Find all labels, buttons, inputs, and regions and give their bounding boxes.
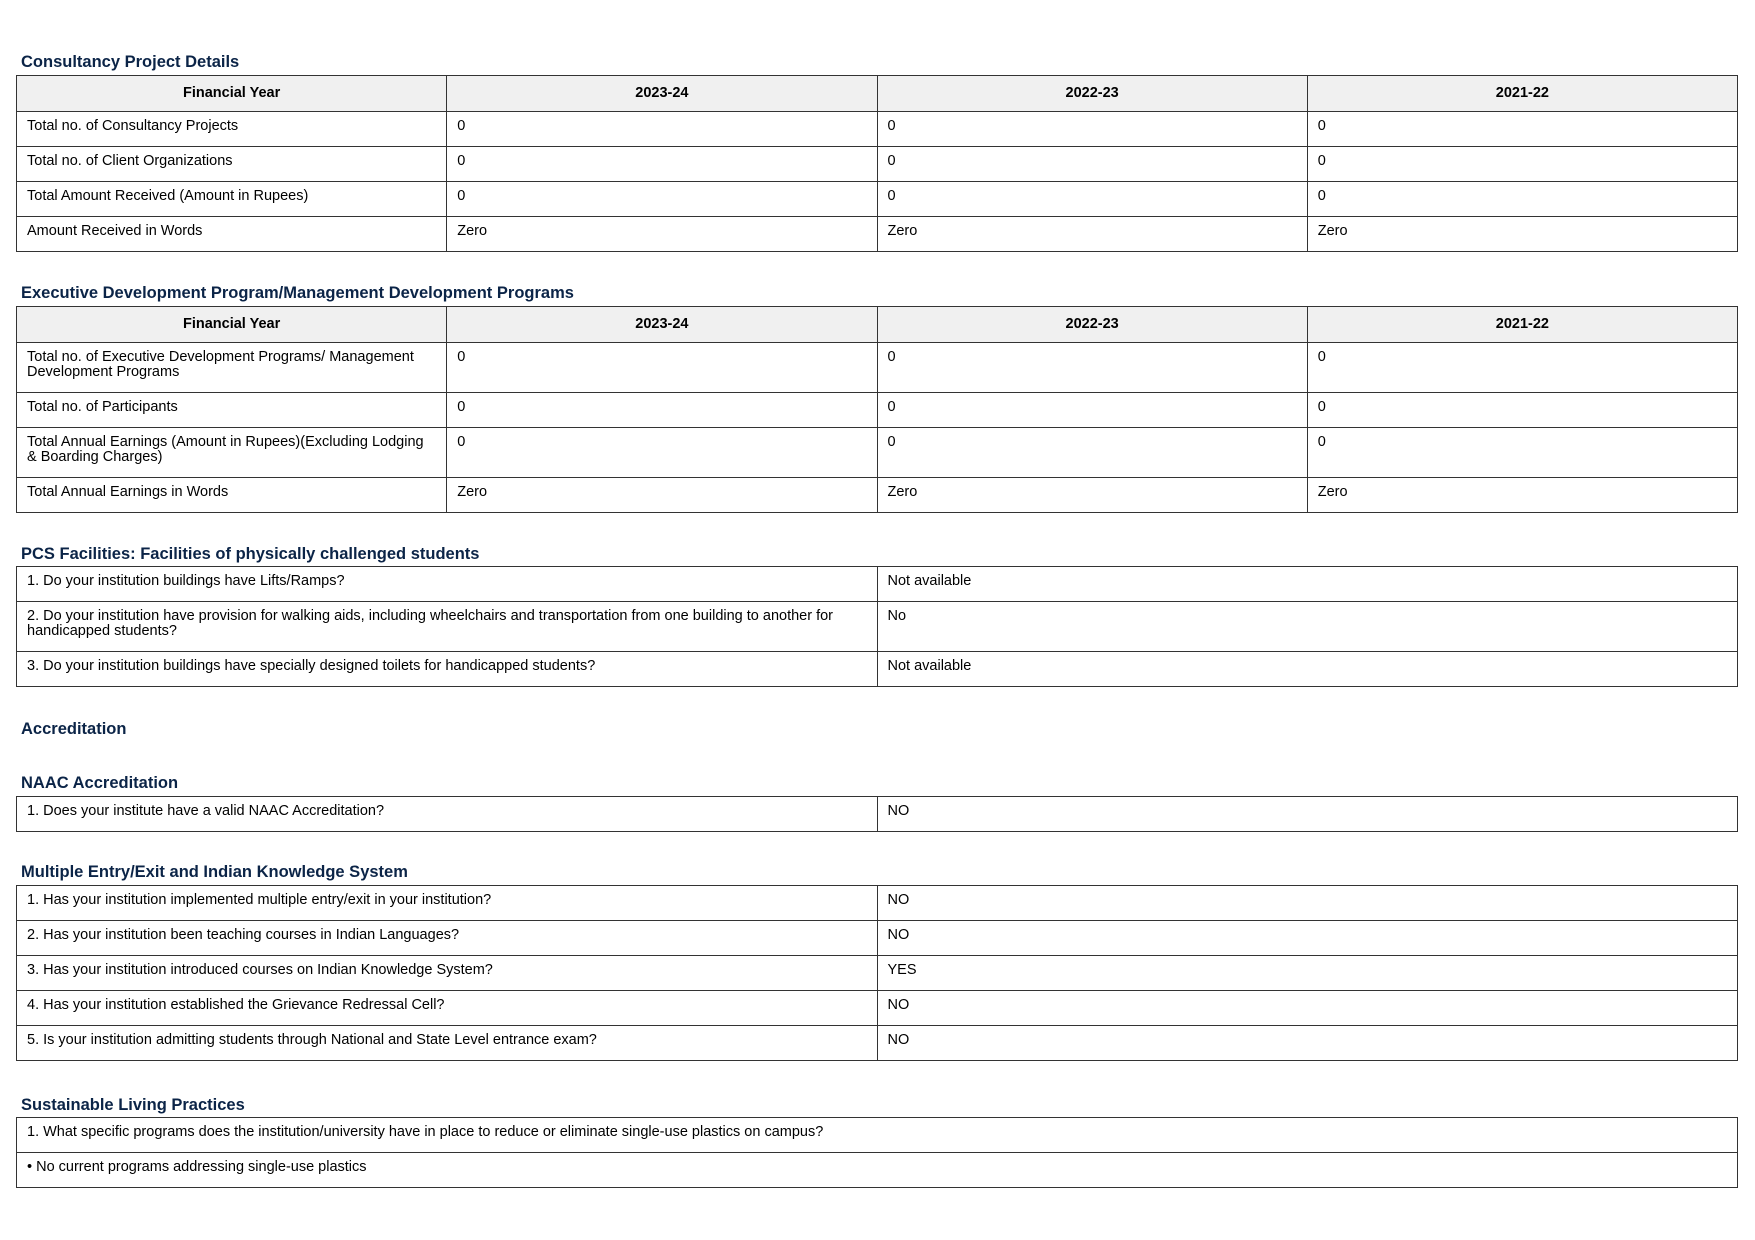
question-cell: 3. Do your institution buildings have specially designed toilets for handicapped students? — [17, 652, 878, 687]
column-header: 2023-24 — [447, 76, 877, 112]
table-row — [17, 428, 1738, 478]
table-row — [17, 182, 1738, 217]
mee-section-title: Multiple Entry/Exit and Indian Knowledge System — [21, 863, 408, 881]
table-row — [17, 602, 1738, 652]
edp-section-title: Executive Development Program/Management Development Programs — [21, 284, 574, 302]
question-cell: 4. Has your institution established the Grievance Redressal Cell? — [17, 991, 878, 1026]
row-label: Amount Received in Words — [17, 217, 447, 252]
column-header: 2021-22 — [1307, 307, 1737, 343]
row-label: Total no. of Participants — [17, 393, 447, 428]
table-cell: 0 — [1307, 343, 1737, 393]
row-label: Total no. of Consultancy Projects — [17, 112, 447, 147]
table-cell: Zero — [1307, 217, 1737, 252]
table-cell: Zero — [877, 478, 1307, 513]
answer-cell: NO — [877, 1026, 1738, 1061]
table-cell: Zero — [447, 217, 877, 252]
answer-cell: Not available — [877, 567, 1738, 602]
consultancy-table — [16, 75, 1738, 252]
mee-table — [16, 885, 1738, 1061]
consultancy-section-title: Consultancy Project Details — [21, 53, 240, 71]
question-cell: 1. Does your institute have a valid NAAC Accreditation? — [17, 797, 878, 832]
table-cell: 0 — [447, 147, 877, 182]
table-row — [17, 652, 1738, 687]
column-header: 2023-24 — [447, 307, 877, 343]
table-cell: 0 — [447, 428, 877, 478]
table-row — [17, 797, 1738, 832]
column-header: Financial Year — [17, 76, 447, 112]
table-row — [17, 567, 1738, 602]
row-label: Total Annual Earnings (Amount in Rupees)(Excluding Lodging & Boarding Charges) — [17, 428, 447, 478]
sustainable-section-title: Sustainable Living Practices — [21, 1096, 245, 1114]
row-label: Total Annual Earnings in Words — [17, 478, 447, 513]
table-cell: 0 — [877, 393, 1307, 428]
table-cell: Zero — [447, 478, 877, 513]
row-label: Total no. of Client Organizations — [17, 147, 447, 182]
table-row — [17, 921, 1738, 956]
table-cell: 0 — [877, 428, 1307, 478]
pcs-table — [16, 566, 1738, 687]
naac-section-title: NAAC Accreditation — [21, 774, 179, 792]
table-cell: 0 — [1307, 112, 1737, 147]
sustainable-table — [16, 1117, 1738, 1188]
table-row — [17, 147, 1738, 182]
row-label: Total no. of Executive Development Programs/ Management Development Programs — [17, 343, 447, 393]
table-cell: 0 — [447, 182, 877, 217]
pcs-section-title: PCS Facilities: Facilities of physically challenged students — [21, 545, 480, 563]
table-cell: 0 — [1307, 428, 1737, 478]
table-row — [17, 991, 1738, 1026]
column-header: 2022-23 — [877, 307, 1307, 343]
table-row — [17, 956, 1738, 991]
table-row — [17, 478, 1738, 513]
table-cell: 0 — [447, 112, 877, 147]
table-cell: 0 — [877, 112, 1307, 147]
answer-cell: YES — [877, 956, 1738, 991]
table-cell: 0 — [1307, 393, 1737, 428]
table-header-row — [17, 307, 1738, 343]
row-label: Total Amount Received (Amount in Rupees) — [17, 182, 447, 217]
answer-cell: NO — [877, 921, 1738, 956]
answer-cell: NO — [877, 797, 1738, 832]
column-header: 2021-22 — [1307, 76, 1737, 112]
column-header: Financial Year — [17, 307, 447, 343]
answer-cell: NO — [877, 991, 1738, 1026]
column-header: 2022-23 — [877, 76, 1307, 112]
table-cell: 0 — [877, 343, 1307, 393]
table-cell: 0 — [877, 182, 1307, 217]
edp-table — [16, 306, 1738, 513]
question-cell: 1. Do your institution buildings have Lifts/Ramps? — [17, 567, 878, 602]
answer-cell: • No current programs addressing single-use plastics — [17, 1153, 1738, 1188]
naac-table — [16, 796, 1738, 832]
table-cell: 0 — [1307, 147, 1737, 182]
table-header-row — [17, 76, 1738, 112]
question-cell: 2. Has your institution been teaching courses in Indian Languages? — [17, 921, 878, 956]
table-cell: Zero — [877, 217, 1307, 252]
question-cell: 1. Has your institution implemented multiple entry/exit in your institution? — [17, 886, 878, 921]
table-cell: 0 — [877, 147, 1307, 182]
table-row — [17, 1153, 1738, 1188]
table-cell: 0 — [447, 393, 877, 428]
table-row — [17, 886, 1738, 921]
table-row — [17, 217, 1738, 252]
answer-cell: Not available — [877, 652, 1738, 687]
table-cell: 0 — [447, 343, 877, 393]
question-cell: 3. Has your institution introduced courses on Indian Knowledge System? — [17, 956, 878, 991]
table-row — [17, 1026, 1738, 1061]
question-cell: 2. Do your institution have provision for walking aids, including wheelchairs and transportation from one building to another for handicapped students? — [17, 602, 878, 652]
table-row — [17, 343, 1738, 393]
answer-cell: No — [877, 602, 1738, 652]
table-row — [17, 393, 1738, 428]
question-cell: 5. Is your institution admitting students through National and State Level entrance exam? — [17, 1026, 878, 1061]
table-cell: 0 — [1307, 182, 1737, 217]
answer-cell: NO — [877, 886, 1738, 921]
table-cell: Zero — [1307, 478, 1737, 513]
accreditation-section-title: Accreditation — [21, 720, 127, 738]
question-cell: 1. What specific programs does the institution/university have in place to reduce or eliminate single-use plastics on campus? — [17, 1118, 1738, 1153]
table-row — [17, 112, 1738, 147]
table-row — [17, 1118, 1738, 1153]
